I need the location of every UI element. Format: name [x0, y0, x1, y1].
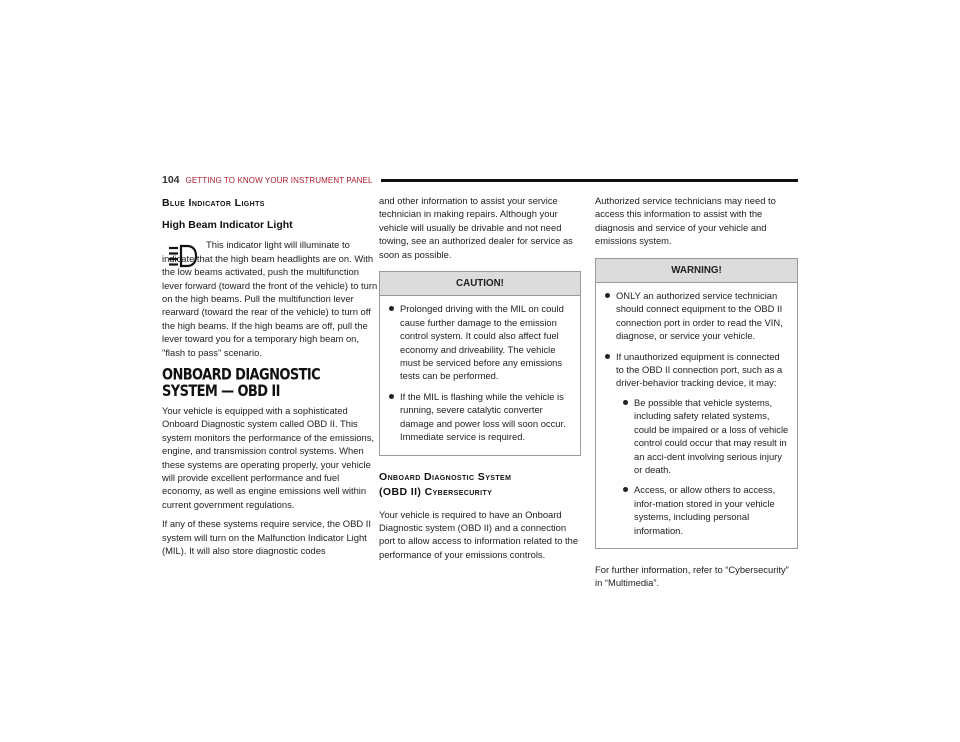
- caution-item: If the MIL is flashing while the vehicle is running, severe catalytic converter damage and power loss will soon occur. Immediate service is required.: [388, 390, 572, 444]
- column-2: [379, 194, 581, 567]
- column-3: [595, 194, 798, 596]
- warning-title: WARNING!: [596, 259, 797, 283]
- section-title: GETTING TO KNOW YOUR INSTRUMENT PANEL: [185, 175, 373, 185]
- obd-heading: ONBOARD DIAGNOSTIC SYSTEM — OBD II: [162, 365, 321, 402]
- warning-item: ONLY an authorized service technician should connect equipment to the OBD II connection port in order to read the VIN, diagnose, or service your vehicle.: [604, 289, 789, 343]
- page-header: [162, 171, 798, 189]
- authorized-text: Authorized service technicians may need to access this information to assist with the diagnosis and service of your vehicle and emissions system.: [595, 195, 776, 247]
- cybersecurity-heading-line1: Onboard Diagnostic System: [379, 470, 512, 483]
- caution-title: CAUTION!: [380, 272, 580, 296]
- cybersecurity-text: Your vehicle is required to have an Onboard Diagnostic system (OBD II) and a connection port to allow access to information related to the performance of your emissions controls.: [379, 508, 579, 560]
- high-beam-heading: High Beam Indicator Light: [162, 219, 293, 231]
- header-rule: [381, 179, 798, 182]
- continued-text: and other information to assist your service technician in making repairs. Although your vehicle will usually be drivable and not need towing, see an authorized dealer for service as soon as possible.: [379, 195, 573, 260]
- caution-box: [379, 271, 581, 455]
- warning-list: [596, 283, 797, 548]
- warning-sub-item: Be possible that vehicle systems, including safety related systems, could be impaired or a loss of vehicle control could occur that may result in an acci-dent involving serious injury or death.: [622, 396, 789, 476]
- blue-indicator-heading: Blue Indicator Lights: [162, 197, 265, 209]
- obd-paragraph-1: Your vehicle is equipped with a sophisticated Onboard Diagnostic system called OBD II. This system monitors the performance of the emissions, engine, and transmission control systems. When these systems are operating properly, your vehicle will provide excellent performance and fuel economy, as well as engine emissions well within current government regulations.: [162, 404, 375, 510]
- high-beam-section: [162, 238, 378, 359]
- obd-paragraph-2: If any of these systems require service, the OBD II system will turn on the Malfunction Indicator Light (MIL). It will also store diagnostic codes: [162, 518, 371, 556]
- caution-list: [380, 296, 580, 454]
- warning-item-text: If unauthorized equipment is connected to the OBD II connection port, such as a driver-behavior tracking device, it may:: [616, 350, 783, 389]
- warning-box: [595, 258, 798, 549]
- cybersecurity-heading: [379, 470, 581, 500]
- caution-item: Prolonged driving with the MIL on could cause further damage to the emission control system. It could also affect fuel economy and driveability. The vehicle must be serviced before any emissions tests can be performed.: [388, 302, 572, 382]
- cybersecurity-heading-line2: (OBD II) Cybersecurity: [379, 485, 493, 498]
- warning-sub-item: Access, or allow others to access, infor-mation stored in your vehicle systems, including personal information.: [622, 483, 789, 537]
- column-1: [162, 194, 378, 563]
- high-beam-text: This indicator light will illuminate to indicate that the high beam headlights are on. With the low beams activated, push the multifunction lever forward (toward the front of the vehicle) to turn on the high beams. Pull the multifunction lever rearward (toward the rear of the vehicle) to turn off the high beams. If the high beams are off, pull the lever toward you for a temporary high beam on, "flash to pass" scenario.: [162, 239, 378, 358]
- page-number: 104: [162, 174, 180, 186]
- warning-sub-list: [616, 390, 789, 537]
- warning-item: [604, 350, 789, 537]
- further-info-text: For further information, refer to “Cybersecurity” in “Multimedia”.: [595, 563, 789, 589]
- high-beam-icon: [168, 244, 198, 268]
